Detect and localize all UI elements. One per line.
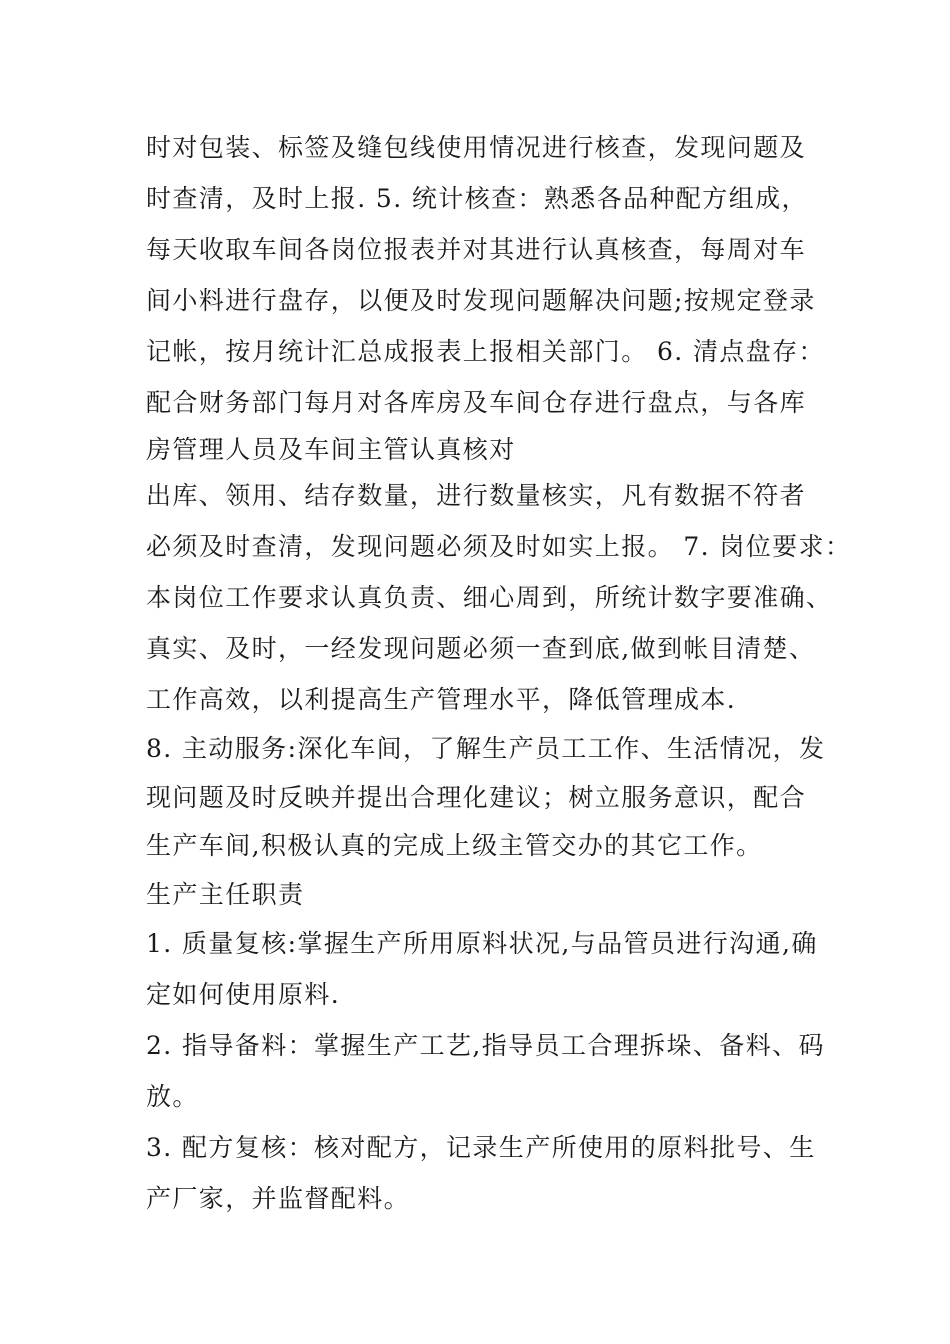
text-line: 8. 主动服务:深化车间，了解生产员工工作、生活情况，发 bbox=[146, 734, 826, 763]
text-line: 记帐，按月统计汇总成报表上报相关部门。 6. 清点盘存： bbox=[146, 337, 825, 366]
text-line: 本岗位工作要求认真负责、细心周到，所统计数字要准确、 bbox=[146, 583, 833, 612]
text-line: 出库、领用、结存数量，进行数量核实，凡有数据不符者 bbox=[146, 481, 807, 510]
text-line: 时对包装、标签及缝包线使用情况进行核查，发现问题及 bbox=[146, 133, 807, 162]
text-line: 房管理人员及车间主管认真核对 bbox=[146, 435, 516, 464]
text-line: 间小料进行盘存，以便及时发现问题解决问题;按规定登录 bbox=[146, 286, 816, 315]
text-line: 每天收取车间各岗位报表并对其进行认真核查，每周对车 bbox=[146, 235, 807, 264]
section-heading: 生产主任职责 bbox=[146, 880, 305, 909]
text-line: 产厂家，并监督配料。 bbox=[146, 1184, 411, 1213]
text-line: 3. 配方复核：核对配方，记录生产所使用的原料批号、生 bbox=[146, 1133, 816, 1162]
text-line: 定如何使用原料. bbox=[146, 980, 341, 1009]
text-line: 放。 bbox=[146, 1082, 199, 1111]
text-line: 时查清，及时上报. 5. 统计核查：熟悉各品种配方组成， bbox=[146, 184, 808, 213]
text-line: 工作高效，以利提高生产管理水平，降低管理成本. bbox=[146, 685, 737, 714]
text-line: 生产车间,积极认真的完成上级主管交办的其它工作。 bbox=[146, 831, 763, 860]
text-line: 2. 指导备料：掌握生产工艺,指导员工合理拆垛、备料、码 bbox=[146, 1031, 825, 1060]
text-line: 1. 质量复核:掌握生产所用原料状况,与品管员进行沟通,确 bbox=[146, 929, 818, 958]
text-line: 配合财务部门每月对各库房及车间仓存进行盘点，与各库 bbox=[146, 388, 807, 417]
text-line: 真实、及时，一经发现问题必须一查到底,做到帐目清楚、 bbox=[146, 634, 816, 663]
text-line: 现问题及时反映并提出合理化建议；树立服务意识，配合 bbox=[146, 783, 807, 812]
text-line: 必须及时查清，发现问题必须及时如实上报。 7. 岗位要求： bbox=[146, 532, 852, 561]
